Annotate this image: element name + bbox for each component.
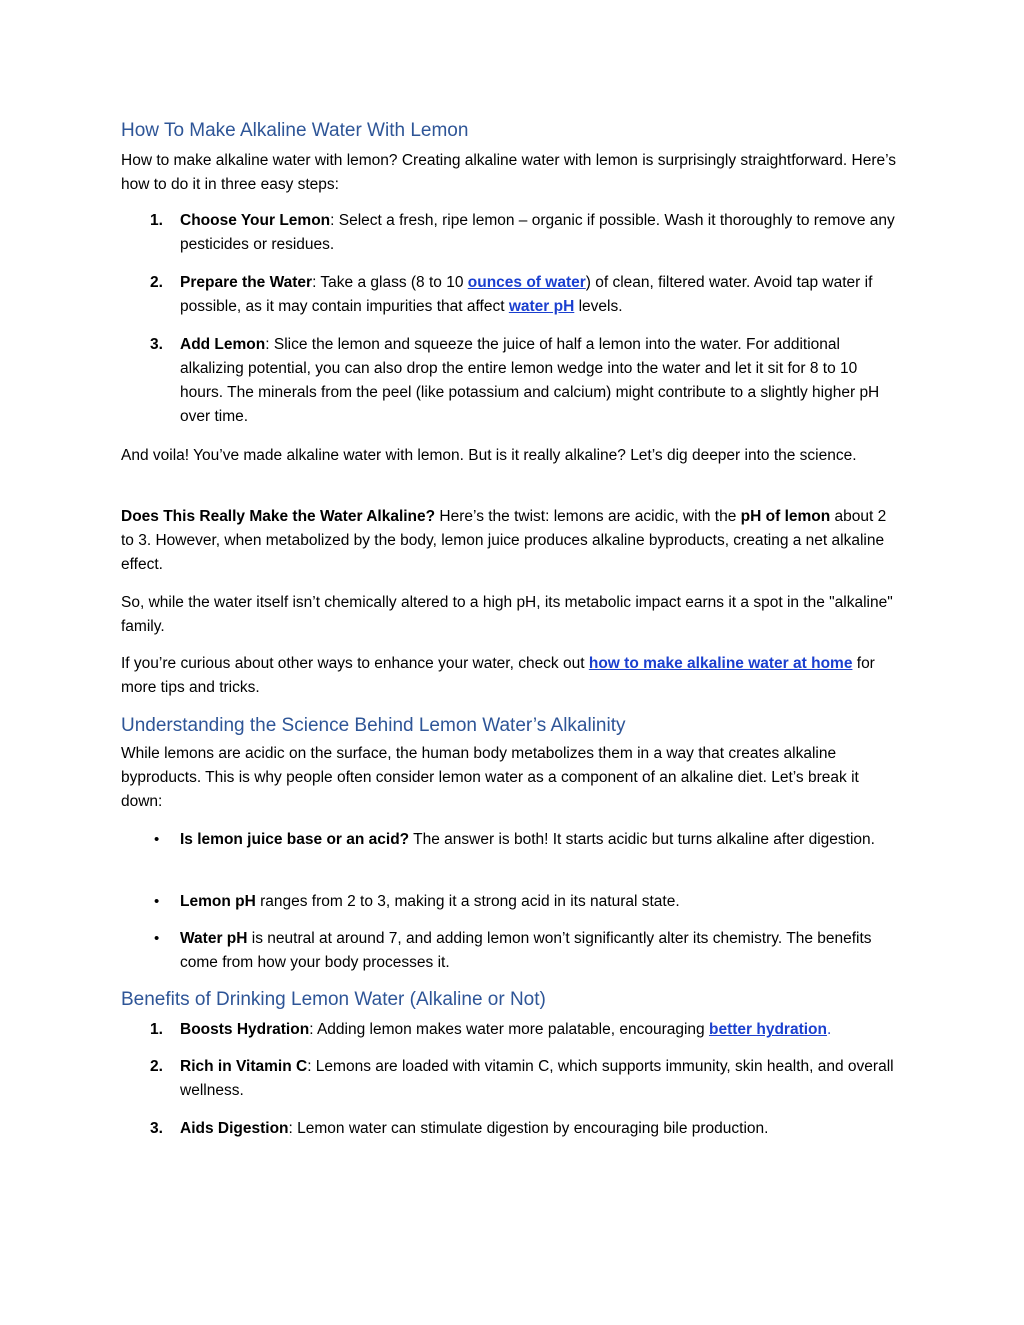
heading-understanding-science: Understanding the Science Behind Lemon Water’s Alkalinity [121, 715, 626, 736]
benefit-text: : Lemon water can stimulate digestion by encouraging bile production. [288, 1120, 769, 1137]
curious-text: If you’re curious about other ways to enhance your water, check out [121, 655, 589, 672]
benefit-body [180, 1055, 898, 1103]
step-number: 3. [150, 336, 163, 353]
so-while-paragraph: So, while the water itself isn’t chemically altered to a high pH, its metabolic impact earns it a spot in the "alkaline" family. [121, 594, 893, 635]
step-text: : Slice the lemon and squeeze the juice of half a lemon into the water. For additional alkalizing potential, you can also drop the entire lemon wedge into the water and let it sit for 8 to 10 hours. The minerals from the peel (like potassium and calcium) might contribute to a slightly higher pH over time. [180, 336, 880, 425]
benefit-title: Aids Digestion [180, 1120, 289, 1137]
bullet-title: Is lemon juice base or an acid? [180, 831, 410, 848]
step-title: Add Lemon [180, 336, 266, 353]
step-text: : Select a fresh, ripe lemon – organic if possible. Wash it thoroughly to remove any pesticides or residues. [180, 212, 895, 253]
bullet-body [180, 927, 898, 975]
bullet-text: The answer is both! It starts acidic but turns alkaline after digestion. [409, 831, 875, 848]
does-this-paragraph [121, 505, 901, 577]
benefit-number: 1. [150, 1021, 163, 1038]
step-number: 2. [150, 274, 163, 291]
benefit-body [180, 1117, 898, 1141]
bullet-icon: • [154, 893, 160, 910]
intro-paragraph: How to make alkaline water with lemon? Creating alkaline water with lemon is surprisingly straightforward. Here’s how to do it in three easy steps: [121, 152, 897, 193]
benefit-title: Boosts Hydration [180, 1021, 310, 1038]
heading-how-to-make: How To Make Alkaline Water With Lemon [121, 120, 469, 141]
step-text: levels. [574, 298, 623, 315]
step-text: ) of clean, filtered water. Avoid tap water if possible, as it may contain impurities that affect [180, 274, 873, 315]
step-title: Prepare the Water [180, 274, 313, 291]
curious-text: for more tips and tricks. [121, 655, 875, 696]
benefit-title: Rich in Vitamin C [180, 1058, 308, 1075]
bullet-text: is neutral at around 7, and adding lemon won’t significantly alter its chemistry. The benefits come from how your body processes it. [180, 930, 872, 971]
step-title: Choose Your Lemon [180, 212, 331, 229]
bullet-icon: • [154, 930, 160, 947]
does-this-text: Here’s the twist: lemons are acidic, with the [435, 508, 741, 525]
step-text: : Take a glass (8 to 10 [312, 274, 468, 291]
bullet-icon: • [154, 831, 160, 848]
water-ph-link[interactable]: water pH [508, 298, 575, 315]
ph-of-lemon-bold: pH of lemon [740, 508, 831, 525]
bullet-body [180, 890, 898, 914]
bullet-body [180, 828, 898, 852]
curious-paragraph [121, 652, 901, 700]
step-number: 1. [150, 212, 163, 229]
ounces-of-water-link[interactable]: ounces of water [467, 274, 586, 291]
benefit-text: : Adding lemon makes water more palatable, encouraging [309, 1021, 709, 1038]
does-this-bold: Does This Really Make the Water Alkaline? [121, 508, 436, 525]
step-body [180, 209, 898, 257]
better-hydration-link[interactable]: better hydration [708, 1021, 827, 1038]
step-body [180, 271, 898, 319]
benefit-body [180, 1018, 898, 1042]
bullet-title: Water pH [180, 930, 248, 947]
alkaline-water-at-home-link[interactable]: how to make alkaline water at home [588, 655, 853, 672]
benefit-number: 2. [150, 1058, 163, 1075]
voila-paragraph: And voila! You’ve made alkaline water with lemon. But is it really alkaline? Let’s dig deeper into the science. [121, 447, 857, 464]
heading-benefits: Benefits of Drinking Lemon Water (Alkaline or Not) [121, 989, 546, 1010]
benefit-number: 3. [150, 1120, 163, 1137]
science-intro-paragraph: While lemons are acidic on the surface, the human body metabolizes them in a way that creates alkaline byproducts. This is why people often consider lemon water as a component of an alkaline diet. Let’s break it down: [121, 745, 859, 810]
does-this-text: about 2 to 3. However, when metabolized by the body, lemon juice produces alkaline byproducts, creating a net alkaline effect. [121, 508, 887, 573]
bullet-title: Lemon pH [180, 893, 256, 910]
benefit-text: . [826, 1021, 832, 1038]
benefit-text: : Lemons are loaded with vitamin C, which supports immunity, skin health, and overall wellness. [180, 1058, 894, 1099]
bullet-text: ranges from 2 to 3, making it a strong acid in its natural state. [255, 893, 680, 910]
step-body [180, 333, 898, 429]
